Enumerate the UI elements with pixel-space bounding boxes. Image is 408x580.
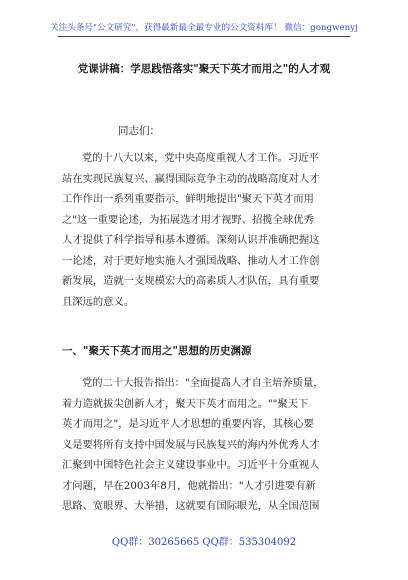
- header-divider: [58, 36, 350, 37]
- paragraph-intro: [62, 148, 358, 312]
- section-heading: 一、"聚天下英才而用之"思想的历史渊源: [62, 345, 252, 357]
- paragraph-line: 党的二十大报告指出："全面提高人才自主培养质量，: [82, 377, 324, 389]
- paragraph-section1: [62, 373, 358, 517]
- document-title: 党课讲稿：学思践悟落实"聚天下英才而用之"的人才观: [77, 63, 331, 75]
- paragraph-line: 思路、宽眼界、大举措，这就要有国际眼光，从全国范围: [62, 500, 320, 512]
- footer-contact: QQ群：30265665 QQ群：535304092: [111, 537, 297, 548]
- paragraph-line: 义是要将所有支持中国发展与民族复兴的海内外优秀人才: [62, 438, 320, 451]
- paragraph-line: 人才提供了科学指导和基本遵循。深刻认识并准确把握这: [62, 234, 320, 246]
- paragraph-line: 站在实现民族复兴、赢得国际竞争主动的战略高度对人才: [62, 172, 320, 185]
- paragraph-line: 且深远的意义。: [62, 295, 135, 308]
- paragraph-line: 工作作出一系列重要指示，鲜明地提出"聚天下英才而用: [62, 193, 314, 205]
- paragraph-line: 党的十八大以来，党中央高度重视人才工作。习近平: [82, 152, 319, 164]
- paragraph-line: 英才而用之"，是习近平人才思想的重要内容，其核心要: [62, 418, 314, 430]
- paragraph-line: 之"这一重要论述，为拓展选才用才视野、招揽全球优秀: [62, 213, 314, 226]
- salutation: 同志们：: [118, 125, 160, 137]
- header-banner: 关注头条号"公文研究"，获得最新最全最专业的公文资料库！ 微信：gongwenyj: [50, 23, 358, 33]
- paragraph-line: 一论述，对于更好地实施人才强国战略、推动人才工作创: [62, 254, 320, 267]
- paragraph-line: 才问题，早在2003年8月，他就指出："人才引进要有新: [62, 479, 316, 492]
- paragraph-line: 着力造就拔尖创新人才，聚天下英才而用之。""聚天下: [62, 397, 309, 410]
- paragraph-line: 汇聚到中国特色社会主义建设事业中。习近平十分重视人: [62, 459, 320, 471]
- paragraph-line: 新发展，造就一支规模宏大的高素质人才队伍，具有重要: [62, 275, 320, 287]
